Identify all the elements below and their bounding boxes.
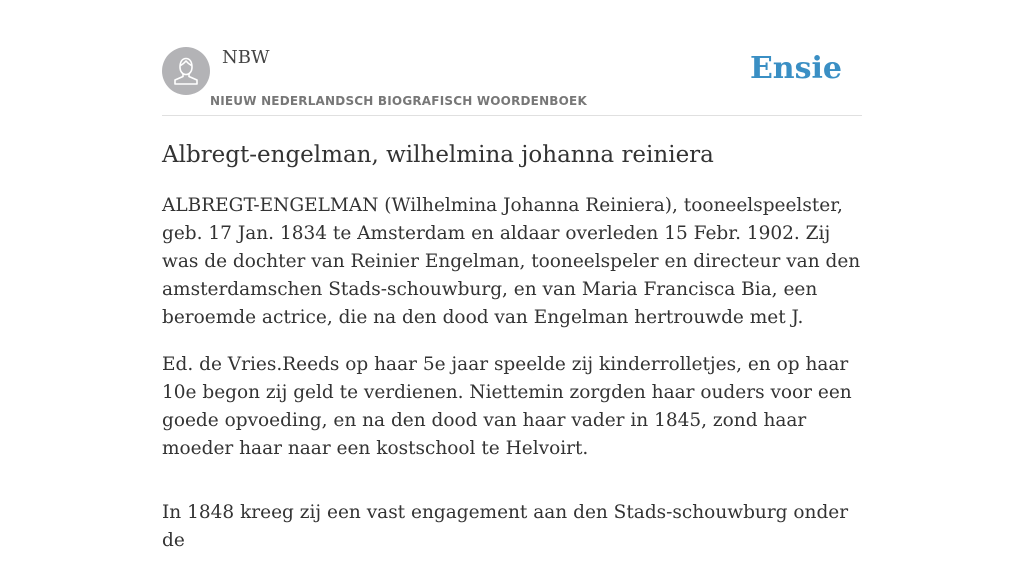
article-paragraph: In 1848 kreeg zij een vast engagement aan den Stads-schouwburg onder de — [162, 502, 849, 551]
user-silhouette-icon[interactable] — [162, 47, 210, 95]
article-paragraph: ALBREGT-ENGELMAN (Wilhelmina Johanna Reiniera), tooneelspeelster, geb. 17 Jan. 1834 te Amsterdam en aldaar overleden 15 Febr. 1902. Zij was de dochter van Reinier Engelman, tooneelspeler en directeur van den amsterdamschen Stads-schouwburg, en van Maria Francisca Bia, een beroemde actrice, die na den dood van Engelman hertrouwde met J. — [162, 195, 861, 328]
source-full-name[interactable]: NIEUW NEDERLANDSCH BIOGRAFISCH WOORDENBOEK — [210, 94, 587, 108]
brand-logo-link[interactable]: Ensie — [749, 51, 842, 86]
source-short-name[interactable]: NBW — [222, 47, 270, 68]
article-title: Albregt-engelman, wilhelmina johanna reiniera — [162, 142, 714, 168]
article-paragraph: Ed. de Vries.Reeds op haar 5e jaar speelde zij kinderrolletjes, en op haar 10e begon zij geld te verdienen. Niettemin zorgden haar ouders voor een goede opvoeding, en na den dood van haar vader in 1845, zond haar moeder haar naar een kostschool te Helvoirt. — [162, 354, 852, 459]
article-body — [162, 192, 868, 574]
source-header — [162, 47, 862, 116]
